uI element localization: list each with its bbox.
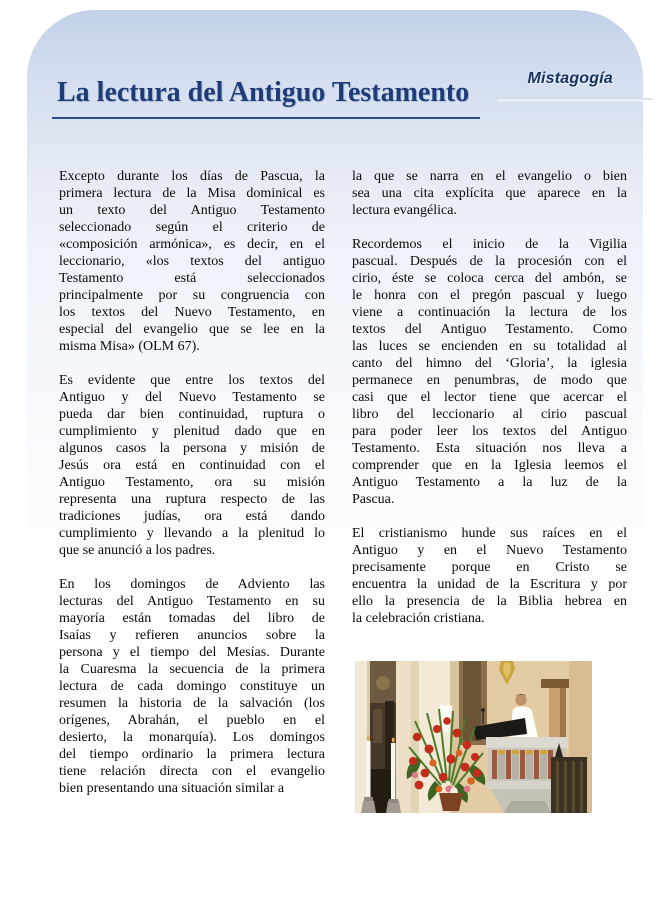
text-line: Antiguo y en el Nuevo Testamento [352, 543, 627, 558]
text-line: misma Misa» (OLM 67). [59, 339, 200, 354]
text-line: libro del leccionario al cirio pascual [352, 407, 627, 422]
text-line: mayoría están tomadas del libro de [59, 611, 325, 626]
church-pulpit-photo [355, 661, 592, 813]
text-line: precisamente porque en Cristo se [352, 560, 627, 575]
text-line: canto del himno del ‘Gloria’, la iglesia [352, 356, 627, 371]
text-line: representa una ruptura respecto de las [59, 492, 325, 507]
text-line: Antiguo Testamento, ora su misión [59, 475, 325, 490]
brand-divider [498, 98, 652, 101]
text-line: viene a continuación la lectura de los [352, 305, 627, 320]
text-line: principalmente por su congruencia con [59, 288, 325, 303]
text-line: Isaías y refieren anuncios sobre la [59, 628, 325, 643]
text-line: desierto, la monarquía). Los domingos [59, 730, 325, 745]
title-underline [52, 117, 480, 119]
text-line: cirio, éste se coloca cerca del ambón, se [352, 271, 627, 286]
text-line: Antiguo Testamento a la luz de la [352, 475, 627, 490]
text-line: Recordemos el inicio de la Vigilia [352, 237, 627, 252]
text-line: «composición armónica», es decir, en el [59, 237, 325, 252]
text-line: seleccionado según el criterio de [59, 220, 325, 235]
text-line: permanece en penumbras, de modo que [352, 373, 627, 388]
church-pulpit-illustration [355, 661, 592, 813]
paragraph [59, 372, 325, 559]
text-line: casi que el lector tiene que acercar el [352, 390, 627, 405]
text-line: pascual. Después de la procesión con el [352, 254, 627, 269]
text-line: lecturas del Antiguo Testamento en su [59, 594, 325, 609]
text-line: la que se narra en el evangelio o bien [352, 169, 627, 184]
text-line: orígenes, Abrahán, el pueblo en el [59, 713, 325, 728]
paragraph [59, 168, 325, 355]
text-line: primera lectura de la Misa dominical es [59, 186, 325, 201]
text-column-right [352, 168, 627, 644]
text-line: pueda dar bien continuidad, ruptura o [59, 407, 325, 422]
paragraph [352, 236, 627, 508]
text-column-left [59, 168, 325, 814]
text-line: lectura evangélica. [352, 203, 457, 218]
text-line: encuentra la unidad de la Escritura y por [352, 577, 627, 592]
text-line: lectura de cada domingo constituye un [59, 679, 325, 694]
text-line: comprender que en la Iglesia leemos el [352, 458, 627, 473]
paragraph [352, 168, 627, 219]
text-line: cumplimiento y llevando a la plenitud lo [59, 526, 325, 541]
text-line: Es evidente que entre los textos del [59, 373, 325, 388]
text-line: Jesús ora está en continuidad con el [59, 458, 325, 473]
brand-label: Mistagogía [527, 70, 613, 87]
text-line: le honra con el pregón pascual y luego [352, 288, 627, 303]
text-line: un texto del Antiguo Testamento [59, 203, 325, 218]
text-line: persona y el tiempo del Mesías. Durante [59, 645, 325, 660]
paragraph [59, 576, 325, 797]
text-line: Excepto durante los días de Pascua, la [59, 169, 325, 184]
text-line: tiene relación directa con el evangelio [59, 764, 325, 779]
text-line: la Cuaresma la secuencia de la primera [59, 662, 325, 677]
text-line: Pascua. [352, 492, 395, 507]
text-line: la celebración cristiana. [352, 611, 485, 626]
text-line: resumen la historia de la salvación (los [59, 696, 325, 711]
paragraph [352, 525, 627, 627]
text-line: Testamento está seleccionados [59, 271, 325, 286]
text-line: El cristianismo hunde sus raíces en el [352, 526, 627, 541]
text-line: algunos casos la persona y misión de [59, 441, 325, 456]
text-line: sea una cita explícita que aparece en la [352, 186, 627, 201]
text-line: para poder leer los textos del Antiguo [352, 424, 627, 439]
text-line: Antiguo y del Nuevo Testamento se [59, 390, 325, 405]
text-line: En los domingos de Adviento las [59, 577, 325, 592]
text-line: tradiciones judías, ora está dando [59, 509, 325, 524]
page-title: La lectura del Antiguo Testamento [57, 77, 470, 108]
text-line: leccionario, «los textos del antiguo [59, 254, 325, 269]
text-line: los textos del Nuevo Testamento, en [59, 305, 325, 320]
text-line: del tiempo ordinario la primera lectura [59, 747, 325, 762]
text-line: Testamento. Esta situación nos lleva a [352, 441, 627, 456]
text-line: que se anunció a los padres. [59, 543, 216, 558]
text-line: especial del evangelio que se lee en la [59, 322, 325, 337]
text-line: cumplimiento y plenitud dado que en [59, 424, 325, 439]
text-line: las luces se encienden en su totalidad al [352, 339, 627, 354]
text-line: textos del Antiguo Testamento. Como [352, 322, 627, 337]
text-line: ello la presencia de la Biblia hebrea en [352, 594, 627, 609]
text-line: bien presentando una situación similar a [59, 781, 285, 796]
